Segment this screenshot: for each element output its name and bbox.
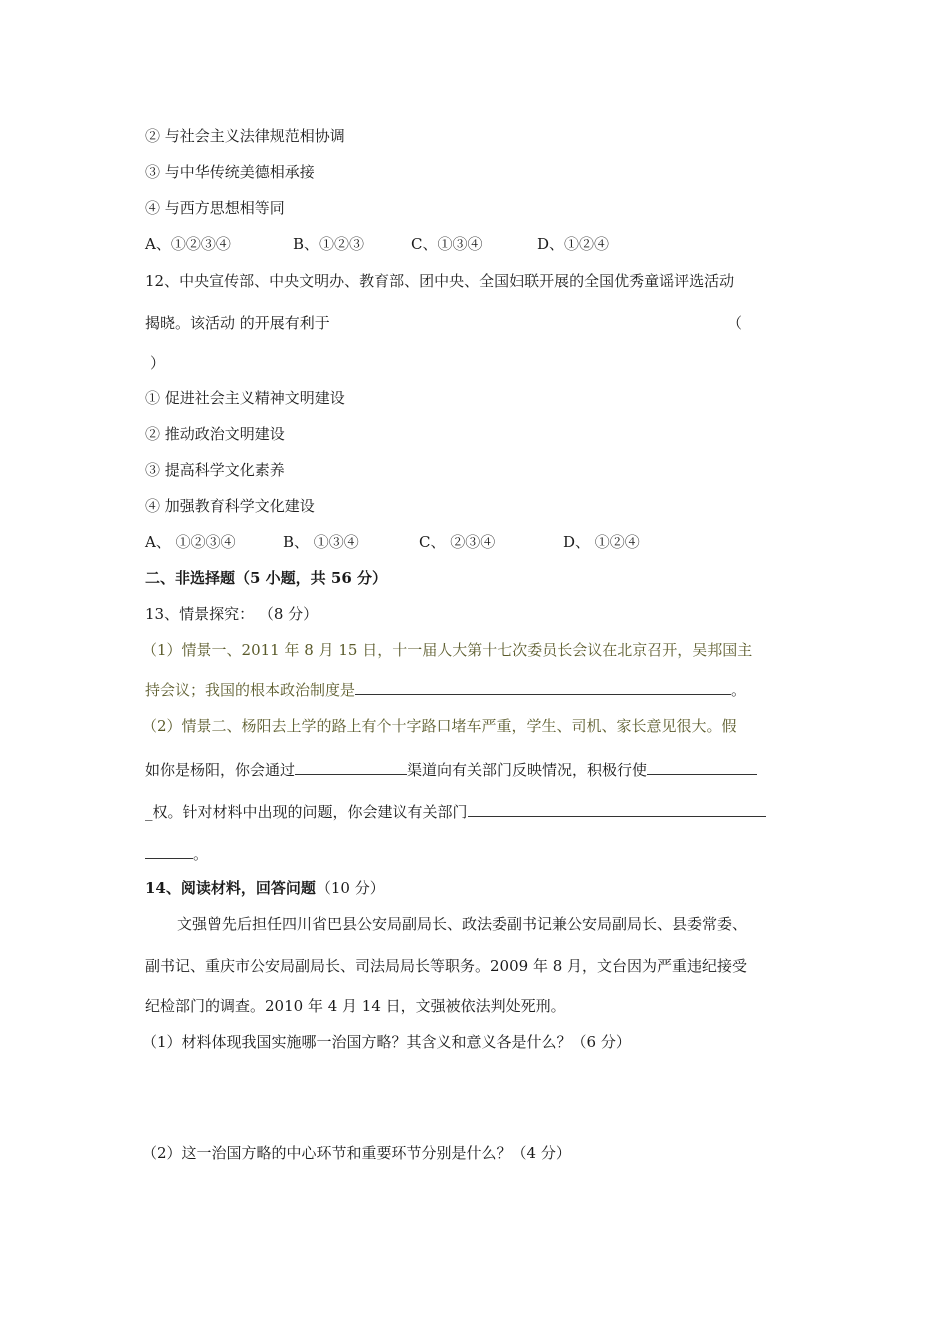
q13-scenario-1-period: 。 (731, 681, 747, 699)
q14-material-line-3: 纪检部门的调查。2010 年 4 月 14 日，文强被依法判处死刑。 (145, 997, 566, 1015)
q13-scenario-2-line-2 (145, 760, 757, 780)
q13-scenario-2-line-4 (145, 844, 208, 864)
q13-scenario-2-text: （2）情景二、杨阳去上学的路上有个十字路口堵车严重，学生、司机、家长意见很大。假 (142, 717, 737, 735)
q12-option-b: B、 ①③④ (283, 533, 359, 551)
q14-sub-question-1: （1）材料体现我国实施哪一治国方略？其含义和意义各是什么？（6 分） (142, 1033, 631, 1051)
q13-answer-blank-political-system[interactable] (355, 680, 731, 695)
q13-scenario-2-period: 。 (193, 845, 209, 863)
q14-material-line-1: 文强曾先后担任四川省巴县公安局副局长、政法委副书记兼公安局副局长、县委常委、 (177, 915, 748, 933)
q13-answer-blank-suggestion-cont[interactable] (145, 844, 193, 859)
q12-item-2: ② 推动政治文明建设 (145, 425, 285, 443)
section-2-heading: 二、非选择题（5 小题，共 56 分） (145, 569, 387, 587)
q12-item-4: ④ 加强教育科学文化建设 (145, 497, 315, 515)
q11-item-4: ④ 与西方思想相等同 (145, 199, 285, 217)
q12-option-c: C、 ②③④ (419, 533, 496, 551)
q11-option-b: B、①②③ (293, 235, 365, 253)
q13-scenario-2-line-1 (142, 716, 737, 736)
q13-title: 13、情景探究： （8 分） (145, 605, 319, 623)
q12-answer-paren-open: （ (727, 314, 743, 332)
q13-answer-blank-suggestion[interactable] (468, 802, 766, 817)
q11-option-c: C、①③④ (411, 235, 483, 253)
q12-option-a: A、 ①②③④ (145, 533, 236, 551)
q14-title-score: （10 分） (315, 879, 385, 897)
q12-stem-line-1: 12、中央宣传部、中央文明办、教育部、团中央、全国妇联开展的全国优秀童谣评选活动 (145, 272, 735, 290)
q14-title-text: 14、阅读材料，回答问题 (145, 879, 316, 897)
q13-scenario-2-prompt-c: _权。针对材料中出现的问题，你会建议有关部门 (145, 803, 468, 821)
q13-answer-blank-channel[interactable] (295, 760, 407, 775)
q13-scenario-1-line-2 (145, 680, 746, 700)
q13-scenario-2-line-3 (145, 802, 766, 822)
q11-option-a: A、①②③④ (145, 235, 231, 253)
q11-item-2: ② 与社会主义法律规范相协调 (145, 127, 345, 145)
q14-sub-question-2: （2）这一治国方略的中心环节和重要环节分别是什么？（4 分） (142, 1144, 571, 1162)
q13-scenario-1-prompt: 持会议；我国的根本政治制度是 (145, 681, 356, 699)
q13-scenario-2-prompt-a: 如你是杨阳，你会通过 (145, 761, 296, 779)
q11-item-3: ③ 与中华传统美德相承接 (145, 163, 315, 181)
q12-answer-paren-close: ） (150, 354, 166, 372)
q13-scenario-1-line-1: （1）情景一、2011 年 8 月 15 日，十一届人大第十七次委员长会议在北京召开，吴邦国主 (142, 641, 753, 659)
q14-material-line-2: 副书记、重庆市公安局副局长、司法局局长等职务。2009 年 8 月，文台因为严重违纪接受 (145, 957, 748, 975)
q12-option-d: D、 ①②④ (563, 533, 640, 551)
q12-item-3: ③ 提高科学文化素养 (145, 461, 285, 479)
q14-title (145, 878, 385, 898)
q13-answer-blank-right[interactable] (647, 760, 757, 775)
q11-option-d: D、①②④ (537, 235, 610, 253)
q12-options (145, 532, 640, 552)
q12-item-1: ① 促进社会主义精神文明建设 (145, 389, 345, 407)
q12-stem-line-2: 揭晓。该活动 的开展有利于 (145, 314, 330, 332)
q13-scenario-2-prompt-b: 渠道向有关部门反映情况，积极行使 (407, 761, 648, 779)
q11-options (145, 234, 609, 254)
